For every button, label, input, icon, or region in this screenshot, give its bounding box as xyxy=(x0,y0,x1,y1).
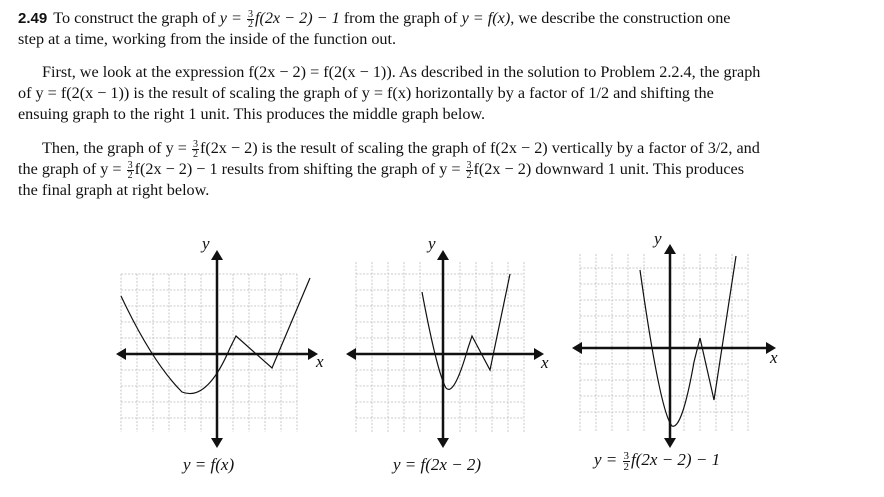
text: from the graph of xyxy=(339,9,462,27)
x-axis-label: x xyxy=(770,348,778,367)
problem-number: 2.49 xyxy=(18,10,48,27)
fraction xyxy=(623,451,631,472)
math: y = f(x) xyxy=(461,9,511,27)
text: the graph of y = xyxy=(18,160,126,178)
x-axis-label: x xyxy=(541,353,549,372)
graph-f-of-2x-minus-2 xyxy=(342,232,564,450)
paragraph-3 xyxy=(18,138,876,201)
text: f(2x − 2) is the result of scaling the graph of f(2x − 2) vertically by a factor of 3/2, and xyxy=(199,139,760,157)
paragraph-1-line-1 xyxy=(18,8,876,29)
paragraph-2 xyxy=(18,62,876,125)
curve xyxy=(422,274,510,389)
caption-text: y = f(x) xyxy=(183,455,235,474)
text: To construct the graph of xyxy=(53,9,220,27)
denominator: 2 xyxy=(247,18,253,30)
text: , we describe the construction one xyxy=(510,9,731,27)
paragraph-3-line-3: the final graph at right below. xyxy=(18,181,210,199)
paragraph-3-line-1 xyxy=(18,138,876,159)
paragraph-3-line-2 xyxy=(18,159,876,180)
numerator: 3 xyxy=(247,8,253,20)
y-axis-label: y xyxy=(428,234,436,253)
caption-text: f(2x − 2) − 1 xyxy=(631,450,721,469)
text: Then, the graph of y = xyxy=(42,139,191,157)
caption-text: y = xyxy=(594,450,622,469)
curve xyxy=(640,256,736,426)
y-axis-label: y xyxy=(654,232,662,248)
paragraph-2-line-1: First, we look at the expression f(2x − 2) = f(2(x − 1)). As described in the solution to Problem 2.2.4, the graph xyxy=(42,63,761,81)
math: f(2x − 2) − 1 xyxy=(254,9,340,27)
numerator: 3 xyxy=(192,138,198,150)
denominator: 2 xyxy=(466,169,472,181)
text: f(2x − 2) downward 1 unit. This produces xyxy=(473,160,745,178)
paragraph-1 xyxy=(18,8,876,50)
paragraph-1-line-2: step at a time, working from the inside of the function out. xyxy=(18,30,397,48)
fraction xyxy=(466,161,473,180)
fraction xyxy=(127,161,134,180)
paragraph-2-line-2: of y = f(2(x − 1)) is the result of scaling the graph of y = f(x) horizontally by a factor of 1/2 and shifting the xyxy=(18,84,714,102)
x-axis-label: x xyxy=(316,352,324,371)
numerator: 3 xyxy=(466,159,472,171)
graph-f-of-x xyxy=(112,232,334,450)
y-axis-label: y xyxy=(202,234,210,253)
fraction xyxy=(247,10,254,29)
caption-text: y = f(2x − 2) xyxy=(393,455,482,474)
denominator: 2 xyxy=(127,169,133,181)
denominator: 2 xyxy=(192,148,198,160)
caption-graph-1 xyxy=(183,455,234,475)
text: f(2x − 2) − 1 results from shifting the graph of y = xyxy=(134,160,465,178)
paragraph-2-line-3: ensuing graph to the right 1 unit. This produces the middle graph below. xyxy=(18,105,486,123)
graph-scaled-shifted xyxy=(570,232,792,450)
numerator: 3 xyxy=(623,449,630,462)
curve xyxy=(121,278,310,394)
caption-graph-2 xyxy=(393,455,481,475)
denominator: 2 xyxy=(623,460,630,473)
math: y = xyxy=(219,9,246,27)
numerator: 3 xyxy=(127,159,133,171)
caption-graph-3 xyxy=(594,450,720,472)
fraction xyxy=(192,140,199,159)
